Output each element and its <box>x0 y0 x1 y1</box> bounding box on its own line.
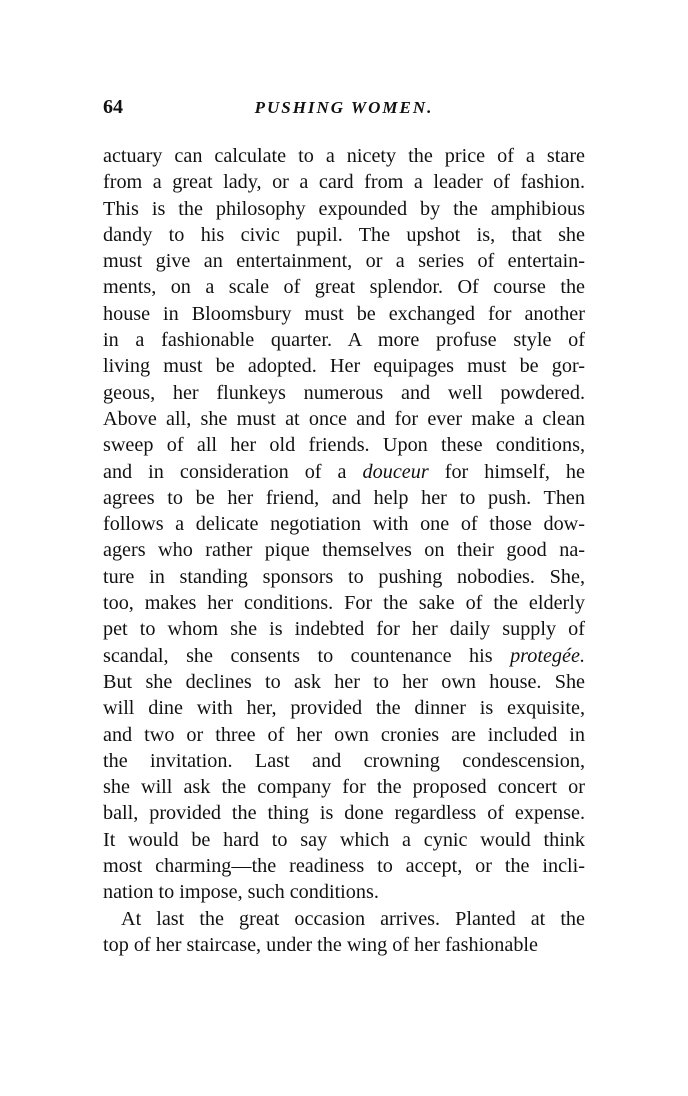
text-line: ments, on a scale of great splendor. Of course the <box>103 276 585 299</box>
running-title: PUSHING WOMEN. <box>254 98 434 117</box>
text-line: scandal, she consents to countenance his protegée. <box>103 644 585 667</box>
text-line: pet to whom she is indebted for her daily supply of <box>103 618 585 641</box>
text-line: and in consideration of a douceur for himself, he <box>103 460 585 483</box>
text-line: too, makes her conditions. For the sake of the elderly <box>103 592 585 615</box>
text-line: agers who rather pique themselves on their good na- <box>103 539 585 562</box>
text-line: sweep of all her old friends. Upon these conditions, <box>103 434 585 457</box>
page-number: 64 <box>103 96 123 118</box>
text-line: and two or three of her own cronies are included in <box>103 723 585 746</box>
text-line: Above all, she must at once and for ever make a clean <box>103 407 585 430</box>
paragraph <box>103 906 585 959</box>
text-line: geous, her flunkeys numerous and well powdered. <box>103 381 585 404</box>
paragraph <box>103 143 585 906</box>
text-line: ball, provided the thing is done regardless of expense. <box>103 802 585 825</box>
text-line: ture in standing sponsors to pushing nobodies. She, <box>103 565 585 588</box>
text-line: top of her staircase, under the wing of her fashionable <box>103 933 538 956</box>
text-line: most charming—the readiness to accept, or the incli- <box>103 855 585 878</box>
text-line: At last the great occasion arrives. Planted at the <box>121 907 585 930</box>
text-line: will dine with her, provided the dinner is exquisite, <box>103 697 585 720</box>
text-line: the invitation. Last and crowning condescension, <box>103 749 585 772</box>
text-line: from a great lady, or a card from a leader of fashion. <box>103 171 585 194</box>
text-line: she will ask the company for the proposed concert or <box>103 776 585 799</box>
text-line: must give an entertainment, or a series of entertain- <box>103 250 585 273</box>
text-line: This is the philosophy expounded by the amphibious <box>103 197 585 220</box>
page-header <box>103 96 585 124</box>
text-line: in a fashionable quarter. A more profuse style of <box>103 329 585 352</box>
text-line: actuary can calculate to a nicety the price of a stare <box>103 145 585 167</box>
text-line: agrees to be her friend, and help her to push. Then <box>103 486 585 509</box>
text-line: living must be adopted. Her equipages must be gor- <box>103 355 585 378</box>
text-line: dandy to his civic pupil. The upshot is, that she <box>103 223 585 246</box>
text-line: follows a delicate negotiation with one of those dow- <box>103 513 585 536</box>
text-line: It would be hard to say which a cynic would think <box>103 828 585 851</box>
text-line: But she declines to ask her to her own house. She <box>103 670 585 693</box>
text-line: nation to impose, such conditions. <box>103 881 379 904</box>
italic-word: douceur <box>362 460 429 483</box>
body-text <box>103 143 585 958</box>
italic-word: protegée. <box>510 644 585 667</box>
text-line: house in Bloomsbury must be exchanged for another <box>103 302 585 325</box>
